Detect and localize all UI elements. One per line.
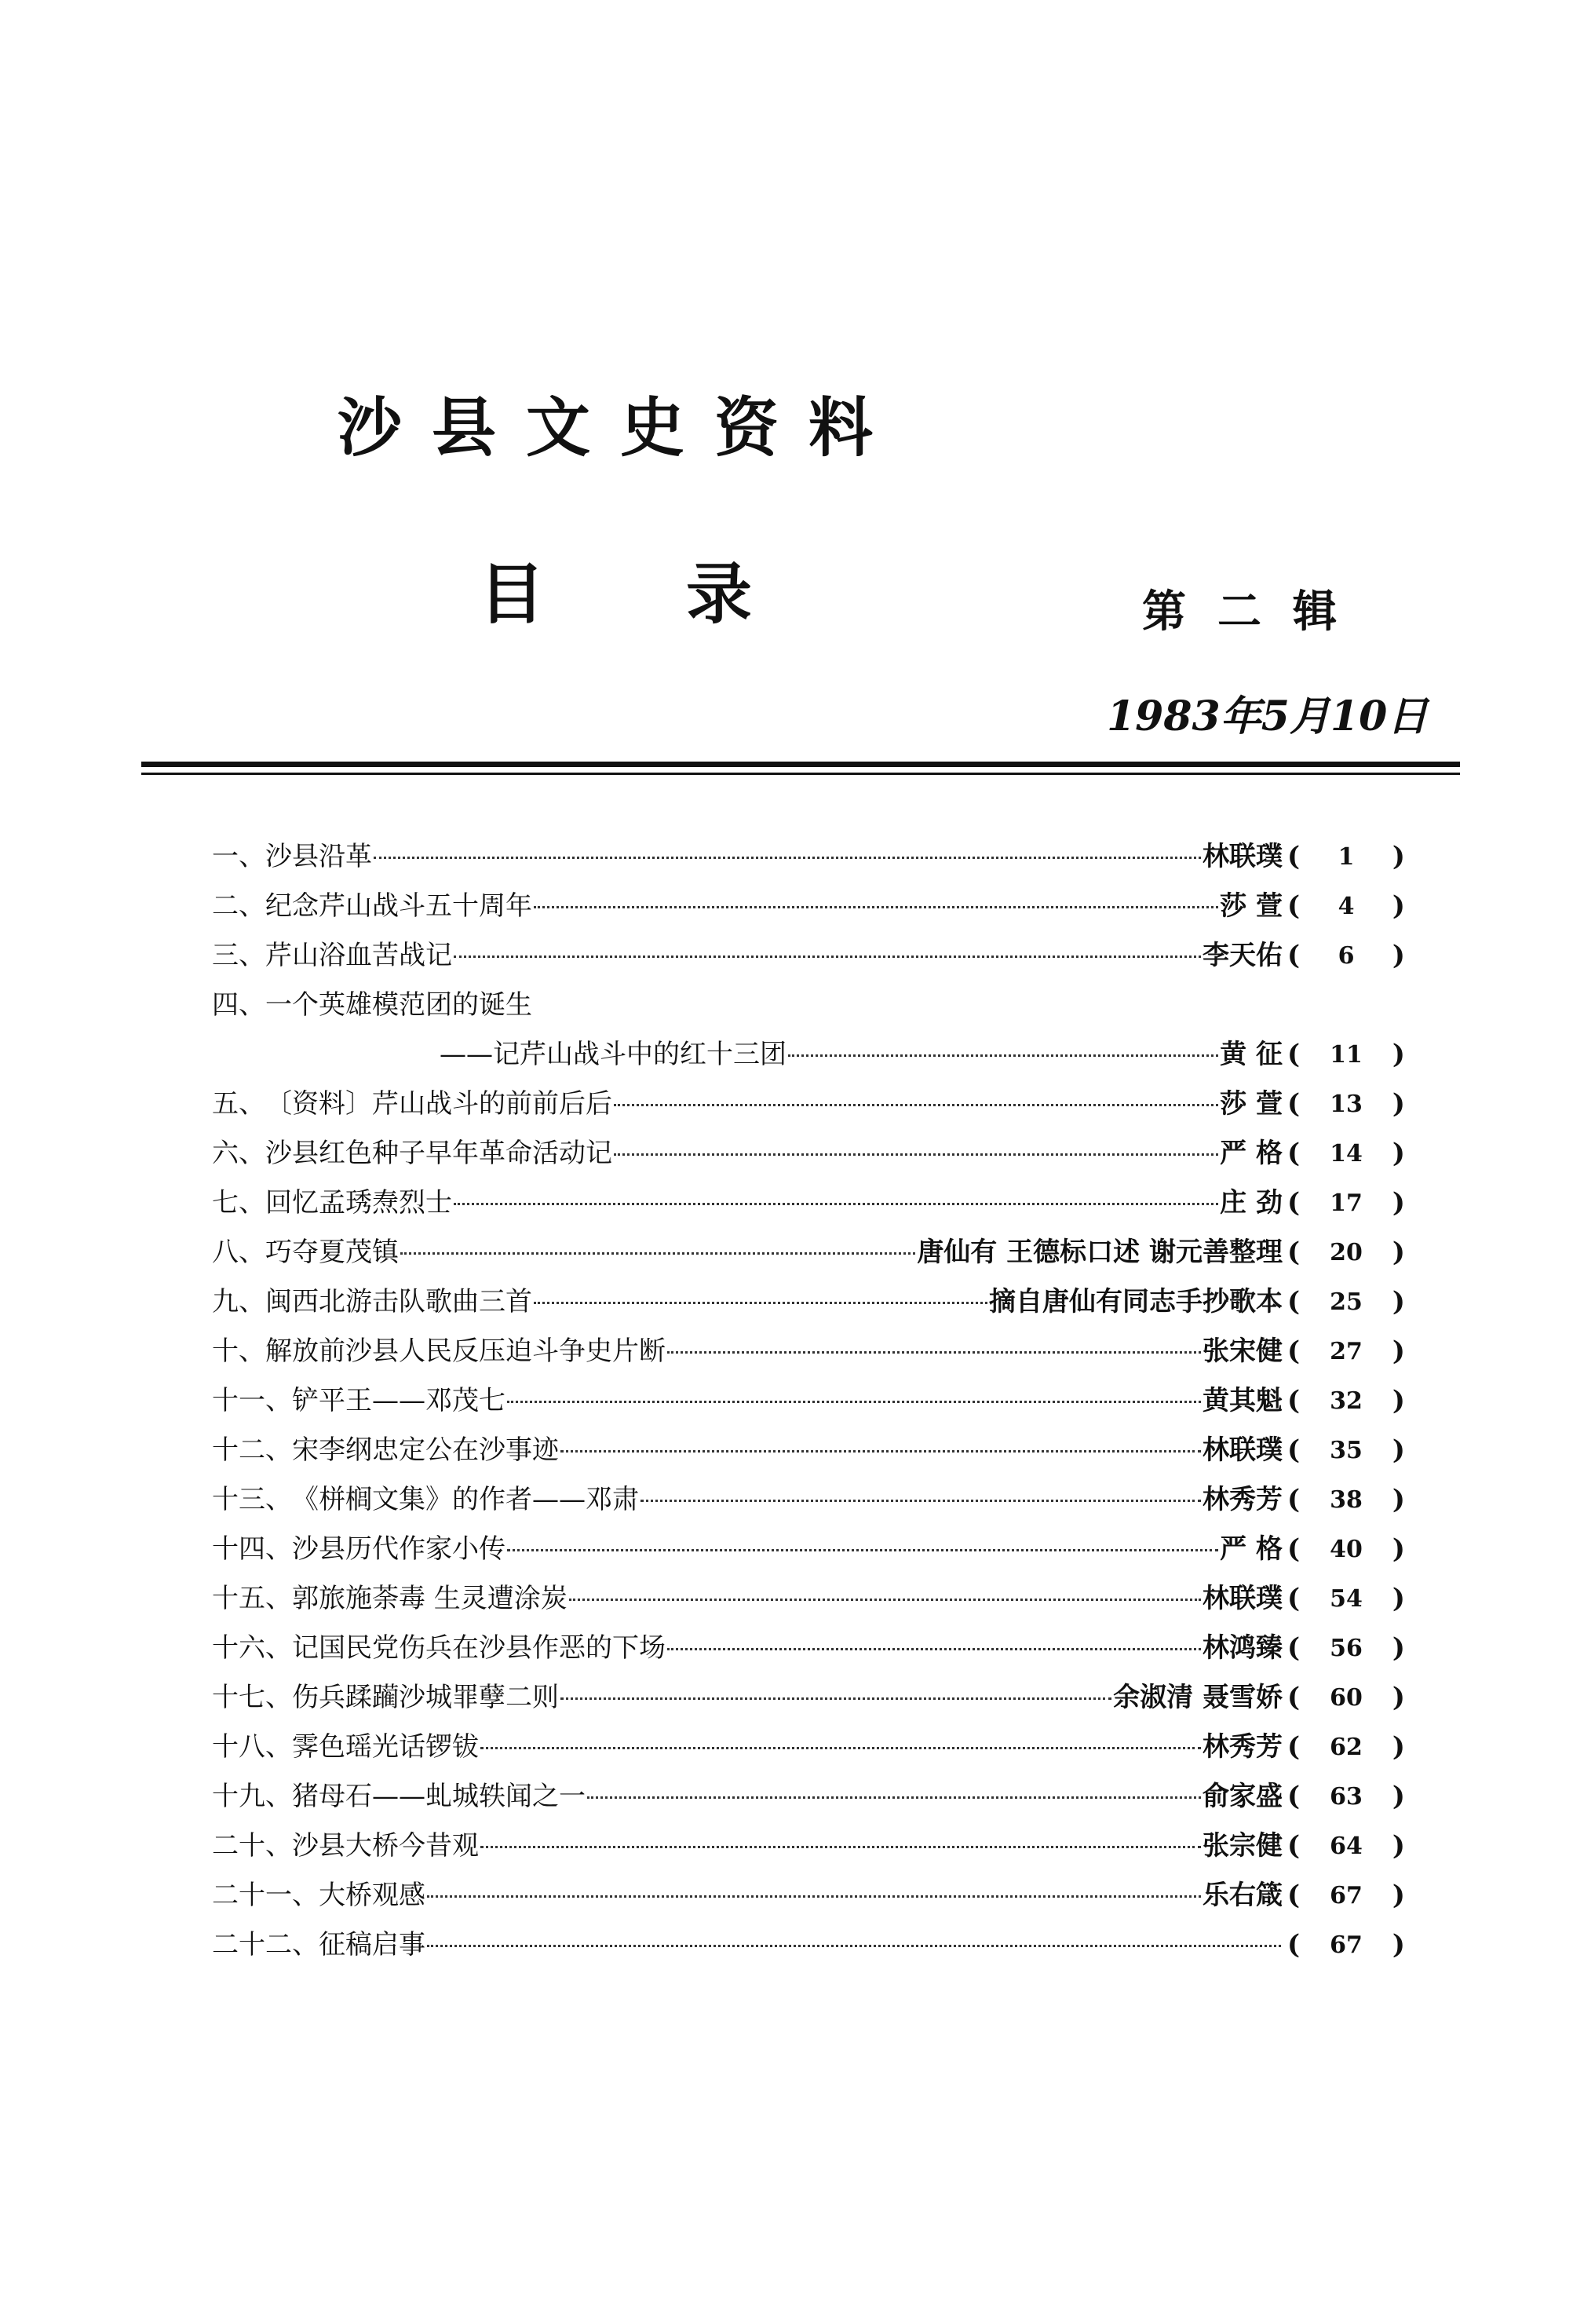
leader-dots bbox=[560, 1697, 1111, 1700]
toc-entry bbox=[212, 931, 1405, 981]
toc-number: 七、 bbox=[212, 1187, 265, 1219]
toc-author: 黄其魁 bbox=[1203, 1385, 1283, 1416]
toc-title: 沙县沿革 bbox=[265, 841, 372, 872]
toc-page: ( 67 ) bbox=[1287, 1929, 1405, 1960]
contents-heading: 目录 bbox=[479, 556, 894, 633]
toc-title: ——记芹山战斗中的红十三团 bbox=[440, 1039, 786, 1070]
leader-dots bbox=[480, 1746, 1201, 1749]
toc-entry bbox=[212, 1871, 1405, 1920]
toc-title: 霁色瑶光话锣钹 bbox=[292, 1731, 479, 1763]
leader-dots bbox=[400, 1252, 915, 1255]
toc-title: 纪念芹山战斗五十周年 bbox=[265, 890, 532, 922]
toc-page: ( 35 ) bbox=[1287, 1434, 1405, 1466]
toc-page: ( 17 ) bbox=[1287, 1187, 1405, 1219]
toc-number: 五、 bbox=[212, 1088, 265, 1120]
toc-number: 十一、 bbox=[212, 1385, 292, 1416]
toc-page: ( 11 ) bbox=[1287, 1039, 1405, 1070]
toc-page: ( 27 ) bbox=[1287, 1336, 1405, 1367]
toc-title: 宋李纲忠定公在沙事迹 bbox=[292, 1434, 559, 1466]
toc-entry bbox=[212, 1178, 1405, 1228]
toc-number: 十三、 bbox=[212, 1484, 292, 1515]
toc-entry bbox=[212, 1673, 1405, 1723]
header-rule-thick bbox=[141, 762, 1460, 767]
toc-title: 回忆孟琇焘烈士 bbox=[265, 1187, 452, 1219]
toc-page: ( 60 ) bbox=[1287, 1682, 1405, 1713]
toc-entry bbox=[212, 1327, 1405, 1376]
leader-dots bbox=[480, 1845, 1201, 1848]
toc-entry bbox=[212, 1624, 1405, 1673]
toc-number: 十七、 bbox=[212, 1682, 292, 1713]
toc-title: 记国民党伤兵在沙县作恶的下场 bbox=[292, 1632, 666, 1664]
toc-entry bbox=[212, 1574, 1405, 1624]
toc-number: 十六、 bbox=[212, 1632, 292, 1664]
toc-number: 九、 bbox=[212, 1286, 265, 1317]
document-title: 沙县文史资料 bbox=[338, 391, 903, 466]
toc-number: 四、 bbox=[212, 989, 265, 1021]
leader-dots bbox=[427, 1944, 1281, 1947]
toc-number: 三、 bbox=[212, 940, 265, 971]
toc-entry bbox=[212, 1277, 1405, 1327]
leader-dots bbox=[614, 1153, 1218, 1156]
toc-title: 沙县红色种子早年革命活动记 bbox=[265, 1138, 612, 1169]
toc-number: 十五、 bbox=[212, 1583, 292, 1614]
toc-entry bbox=[212, 832, 1405, 882]
toc-number: 二、 bbox=[212, 890, 265, 922]
toc-page: ( 67 ) bbox=[1287, 1880, 1405, 1911]
toc-title: 巧夺夏茂镇 bbox=[265, 1237, 399, 1268]
toc-page: ( 25 ) bbox=[1287, 1286, 1405, 1317]
toc-page: ( 4 ) bbox=[1287, 890, 1405, 922]
toc-author: 林秀芳 bbox=[1203, 1484, 1283, 1515]
toc-entry bbox=[212, 1426, 1405, 1475]
toc-page: ( 20 ) bbox=[1287, 1237, 1405, 1268]
toc-title: 猪母石——虬城轶闻之一 bbox=[292, 1781, 586, 1812]
toc-author: 林联璞 bbox=[1203, 841, 1283, 872]
toc-title: 铲平王——邓茂七 bbox=[292, 1385, 505, 1416]
toc-author: 庄 劲 bbox=[1220, 1187, 1283, 1219]
toc-entry bbox=[212, 1920, 1405, 1970]
toc-number: 二十、 bbox=[212, 1830, 292, 1862]
leader-dots bbox=[534, 905, 1218, 908]
toc-title: 〔资料〕芹山战斗的前前后后 bbox=[265, 1088, 612, 1120]
leader-dots bbox=[454, 1202, 1218, 1205]
leader-dots bbox=[641, 1499, 1201, 1502]
toc-entry bbox=[212, 1475, 1405, 1525]
toc-entry bbox=[212, 882, 1405, 931]
toc-page: ( 32 ) bbox=[1287, 1385, 1405, 1416]
toc-page: ( 6 ) bbox=[1287, 940, 1405, 971]
toc-author: 莎 萱 bbox=[1220, 1088, 1283, 1120]
volume-label: 第二辑 bbox=[1142, 586, 1368, 638]
toc-author: 乐右箴 bbox=[1203, 1880, 1283, 1911]
toc-author: 林联璞 bbox=[1203, 1583, 1283, 1614]
toc-page: ( 64 ) bbox=[1287, 1830, 1405, 1862]
leader-dots bbox=[667, 1647, 1201, 1650]
toc-page: ( 56 ) bbox=[1287, 1632, 1405, 1664]
toc-entry bbox=[212, 1376, 1405, 1426]
toc-author: 黄 征 bbox=[1220, 1039, 1283, 1070]
toc-entry bbox=[212, 1525, 1405, 1574]
toc-author: 李天佑 bbox=[1203, 940, 1283, 971]
toc-title: 解放前沙县人民反压迫斗争史片断 bbox=[265, 1336, 666, 1367]
toc-number: 一、 bbox=[212, 841, 265, 872]
publication-date: 1983年5月10日 bbox=[1107, 692, 1429, 740]
toc-author: 唐仙有 王德标口述 谢元善整理 bbox=[917, 1237, 1283, 1268]
toc-title: 征稿启事 bbox=[319, 1929, 425, 1960]
toc-entry bbox=[212, 1723, 1405, 1772]
toc-title: 《栟榈文集》的作者——邓肃 bbox=[292, 1484, 639, 1515]
toc-number: 二十二、 bbox=[212, 1929, 319, 1960]
leader-dots bbox=[560, 1449, 1201, 1452]
leader-dots bbox=[587, 1796, 1201, 1799]
toc-title: 沙县大桥今昔观 bbox=[292, 1830, 479, 1862]
toc-number: 十九、 bbox=[212, 1781, 292, 1812]
toc-number: 十八、 bbox=[212, 1731, 292, 1763]
toc-entry bbox=[212, 1228, 1405, 1277]
toc-number: 十二、 bbox=[212, 1434, 292, 1466]
toc-page: ( 1 ) bbox=[1287, 841, 1405, 872]
toc-number: 十、 bbox=[212, 1336, 265, 1367]
toc-page: ( 14 ) bbox=[1287, 1138, 1405, 1169]
toc-title: 芹山浴血苦战记 bbox=[265, 940, 452, 971]
toc-title: 伤兵蹂躏沙城罪孽二则 bbox=[292, 1682, 559, 1713]
leader-dots bbox=[788, 1054, 1218, 1057]
toc-entry bbox=[212, 1030, 1405, 1080]
toc-author: 林秀芳 bbox=[1203, 1731, 1283, 1763]
toc-author: 莎 萱 bbox=[1220, 890, 1283, 922]
leader-dots bbox=[667, 1350, 1201, 1354]
leader-dots bbox=[534, 1301, 987, 1304]
leader-dots bbox=[454, 955, 1201, 958]
toc-entry bbox=[212, 981, 1405, 1030]
toc-entry bbox=[212, 1080, 1405, 1129]
toc-title: 一个英雄模范团的诞生 bbox=[265, 989, 532, 1021]
toc-author: 严 格 bbox=[1220, 1533, 1283, 1565]
toc-page: ( 62 ) bbox=[1287, 1731, 1405, 1763]
toc-author: 张宗健 bbox=[1203, 1830, 1283, 1862]
toc-author: 余淑清 聂雪娇 bbox=[1113, 1682, 1283, 1713]
toc-entry bbox=[212, 1822, 1405, 1871]
toc-author: 摘自唐仙有同志手抄歌本 bbox=[989, 1286, 1283, 1317]
toc-page: ( 63 ) bbox=[1287, 1781, 1405, 1812]
leader-dots bbox=[507, 1400, 1201, 1403]
toc-number: 六、 bbox=[212, 1138, 265, 1169]
toc-page: ( 40 ) bbox=[1287, 1533, 1405, 1565]
toc-title: 大桥观感 bbox=[319, 1880, 425, 1911]
toc-author: 俞家盛 bbox=[1203, 1781, 1283, 1812]
toc-page: ( 54 ) bbox=[1287, 1583, 1405, 1614]
toc-page: ( 38 ) bbox=[1287, 1484, 1405, 1515]
toc-title: 闽西北游击队歌曲三首 bbox=[265, 1286, 532, 1317]
leader-dots bbox=[427, 1895, 1201, 1898]
toc-number: 二十一、 bbox=[212, 1880, 319, 1911]
toc-title: 郭旅施荼毒 生灵遭涂炭 bbox=[292, 1583, 568, 1614]
toc-number: 十四、 bbox=[212, 1533, 292, 1565]
leader-dots bbox=[507, 1548, 1218, 1551]
toc-author: 林联璞 bbox=[1203, 1434, 1283, 1466]
leader-dots bbox=[614, 1103, 1218, 1106]
leader-dots bbox=[374, 856, 1201, 859]
table-of-contents bbox=[212, 832, 1405, 1970]
toc-page: ( 13 ) bbox=[1287, 1088, 1405, 1120]
header-rule-thin bbox=[141, 773, 1460, 775]
toc-author: 张宋健 bbox=[1203, 1336, 1283, 1367]
toc-number: 八、 bbox=[212, 1237, 265, 1268]
toc-author: 林鸿臻 bbox=[1203, 1632, 1283, 1664]
toc-entry bbox=[212, 1129, 1405, 1178]
toc-author: 严 格 bbox=[1220, 1138, 1283, 1169]
leader-dots bbox=[569, 1598, 1201, 1601]
toc-title: 沙县历代作家小传 bbox=[292, 1533, 505, 1565]
toc-entry bbox=[212, 1772, 1405, 1822]
